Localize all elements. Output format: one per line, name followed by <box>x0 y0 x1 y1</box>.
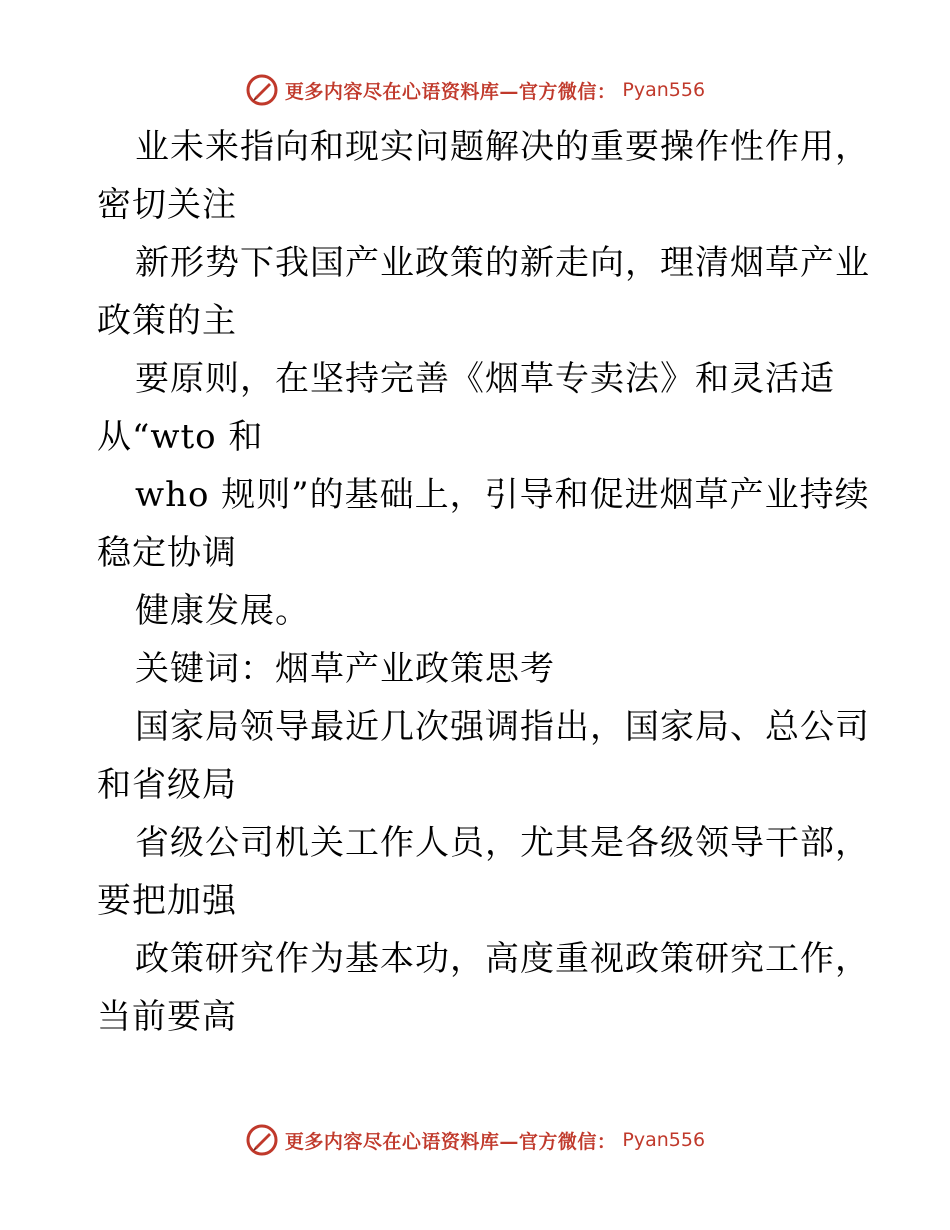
document-body <box>97 118 870 1046</box>
text-line: 要把加强 <box>97 881 237 921</box>
text-line: 健康发展。 <box>135 591 310 631</box>
text-line: 当前要高 <box>97 997 237 1037</box>
text-line: 从“wto 和 <box>97 417 264 457</box>
text-line: 关键词：烟草产业政策思考 <box>135 649 555 689</box>
pen-logo-icon <box>245 73 279 107</box>
banner-text: 更多内容尽在心语资料库—官方微信： <box>284 80 617 103</box>
footer-banner <box>0 1120 950 1160</box>
text-line: 政策的主 <box>97 301 237 341</box>
text-line: 业未来指向和现实问题解决的重要操作性作用， <box>135 127 870 167</box>
pen-logo-icon <box>245 1123 279 1157</box>
text-line: 省级公司机关工作人员，尤其是各级领导干部， <box>135 823 870 863</box>
text-line: 稳定协调 <box>97 533 237 573</box>
banner-text: 更多内容尽在心语资料库—官方微信： <box>284 1130 617 1153</box>
banner-wechat-id: Pyan556 <box>622 1129 706 1151</box>
text-line: 国家局领导最近几次强调指出，国家局、总公司 <box>135 707 870 747</box>
text-line: 要原则，在坚持完善《烟草专卖法》和灵活适 <box>135 359 835 399</box>
text-line: who 规则”的基础上，引导和促进烟草产业持续 <box>135 475 870 515</box>
text-line: 和省级局 <box>97 765 237 805</box>
text-line: 政策研究作为基本功，高度重视政策研究工作， <box>135 939 870 979</box>
text-line: 密切关注 <box>97 185 237 225</box>
header-banner <box>0 70 950 110</box>
text-line: 新形势下我国产业政策的新走向，理清烟草产业 <box>135 243 870 283</box>
banner-wechat-id: Pyan556 <box>622 79 706 101</box>
